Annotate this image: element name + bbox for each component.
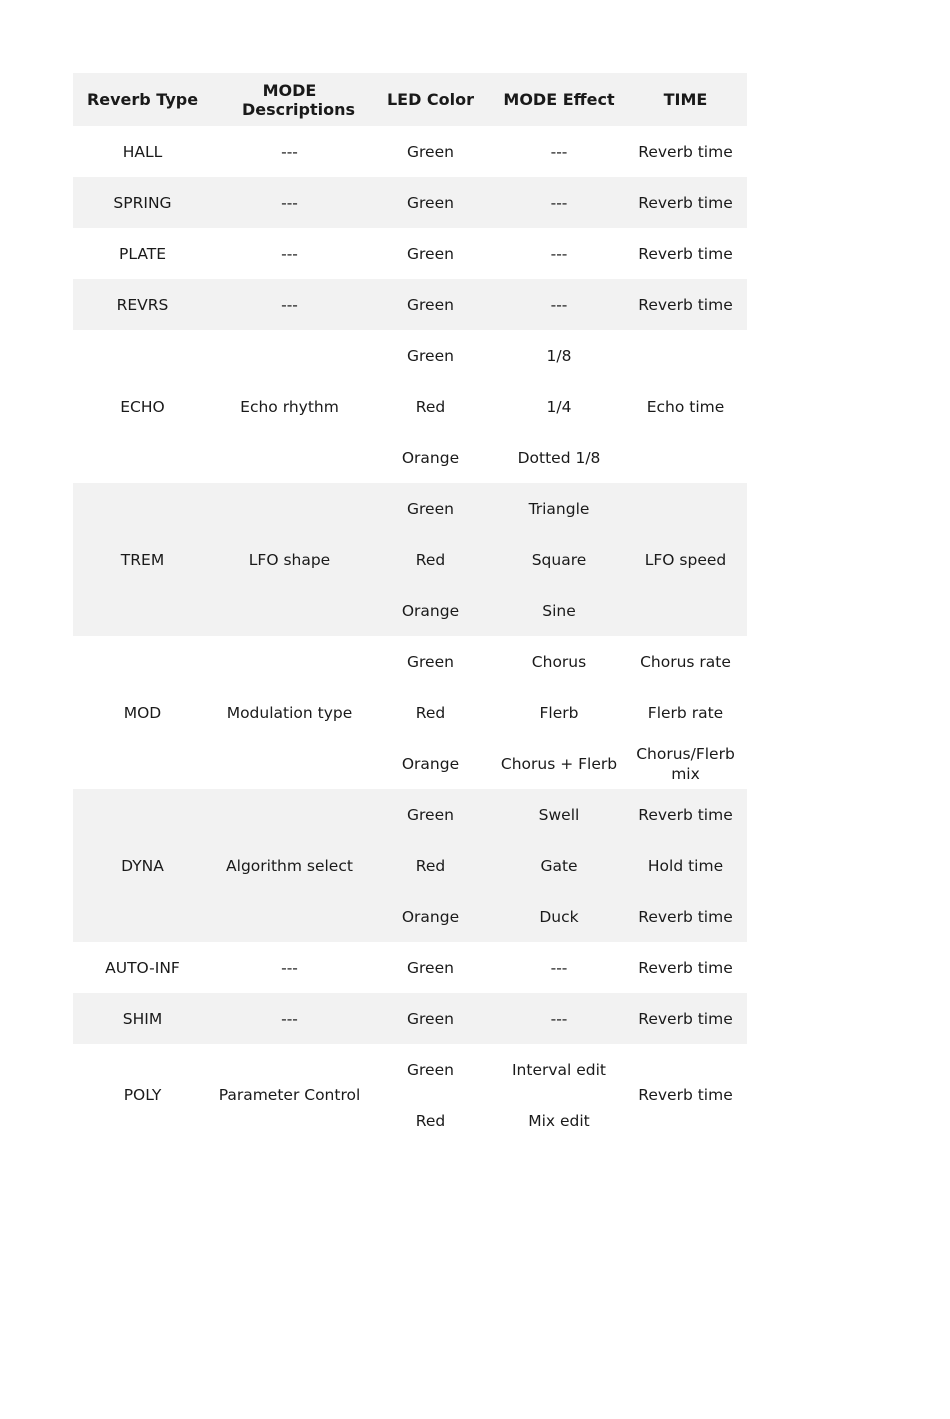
mode-description-cell: Modulation type xyxy=(226,703,353,722)
time-cell: Reverb time xyxy=(624,789,747,840)
led-color-cell: Orange xyxy=(367,585,494,636)
reverb-type-cell: AUTO-INF xyxy=(105,958,180,977)
mode-effect-cell: Sine xyxy=(494,585,624,636)
led-color-cell: Orange xyxy=(401,448,460,467)
led-color-cell: Red xyxy=(415,1111,446,1130)
led-color-cell: Green xyxy=(407,346,454,365)
mode-effect-cell: Square xyxy=(494,534,624,585)
table-row-plate xyxy=(73,228,747,279)
table-row-dyna xyxy=(73,789,747,840)
header-reverb-type: Reverb Type xyxy=(73,73,212,126)
header-led-color: LED Color xyxy=(367,73,494,126)
led-color-cell: Red xyxy=(415,397,446,416)
header-time: TIME xyxy=(624,73,747,126)
table-row-spring xyxy=(73,177,747,228)
led-color-cell: Green xyxy=(367,789,494,840)
mode-effect-cell: --- xyxy=(494,279,624,330)
led-color-cell: Red xyxy=(367,534,494,585)
mode-description-cell: --- xyxy=(281,244,298,263)
led-color-cell: Green xyxy=(367,483,494,534)
mode-effect-cell: Duck xyxy=(494,891,624,942)
led-color-cell: Green xyxy=(407,244,454,263)
header-mode-descriptions: MODE Descriptions xyxy=(212,73,367,126)
mode-effect-cell: Swell xyxy=(494,789,624,840)
mode-effect-cell: --- xyxy=(494,177,624,228)
time-cell: Flerb rate xyxy=(647,703,724,722)
time-cell: Chorus rate xyxy=(640,652,731,671)
mode-effect-cell: 1/4 xyxy=(546,397,572,416)
reverb-type-cell: ECHO xyxy=(120,397,165,416)
reverb-type-cell: SHIM xyxy=(73,993,212,1044)
mode-effect-cell: --- xyxy=(494,993,624,1044)
table-row-hall xyxy=(73,126,747,177)
mode-description-cell: Echo rhythm xyxy=(240,397,339,416)
mode-effect-cell: --- xyxy=(550,142,568,161)
reverb-type-cell: PLATE xyxy=(119,244,166,263)
reverb-mode-table xyxy=(73,73,747,1146)
led-color-cell: Green xyxy=(407,652,454,671)
time-cell: Reverb time xyxy=(624,993,747,1044)
reverb-type-cell: SPRING xyxy=(73,177,212,228)
time-cell: Chorus/Flerb mix xyxy=(636,744,735,783)
time-cell: Reverb time xyxy=(638,1086,733,1104)
table-row-poly xyxy=(73,1044,747,1095)
time-cell: Hold time xyxy=(624,840,747,891)
mode-effect-cell: 1/8 xyxy=(546,346,572,365)
mode-description-cell: LFO shape xyxy=(212,483,367,636)
time-cell: Reverb time xyxy=(638,958,733,977)
reverb-type-cell: HALL xyxy=(122,142,163,161)
mode-effect-cell: Mix edit xyxy=(528,1111,590,1130)
mode-effect-cell: Triangle xyxy=(494,483,624,534)
led-color-cell: Green xyxy=(367,993,494,1044)
led-color-cell: Orange xyxy=(367,891,494,942)
led-color-cell: Green xyxy=(407,958,454,977)
table-header-row xyxy=(73,73,747,126)
time-cell: Reverb time xyxy=(638,142,733,161)
table-row-trem xyxy=(73,483,747,534)
mode-description-cell: --- xyxy=(281,142,298,161)
mode-effect-cell: Interval edit xyxy=(511,1060,607,1079)
led-color-cell: Orange xyxy=(401,754,460,773)
header-mode-effect: MODE Effect xyxy=(494,73,624,126)
time-cell: LFO speed xyxy=(624,483,747,636)
led-color-cell: Green xyxy=(407,142,454,161)
mode-effect-cell: Chorus xyxy=(531,652,587,671)
reverb-type-cell: DYNA xyxy=(73,789,212,942)
mode-description-cell: Algorithm select xyxy=(212,789,367,942)
mode-description-cell: --- xyxy=(212,993,367,1044)
led-color-cell: Green xyxy=(407,1060,454,1079)
led-color-cell: Red xyxy=(367,840,494,891)
led-color-cell: Red xyxy=(415,703,446,722)
mode-effect-cell: Dotted 1/8 xyxy=(517,448,601,467)
mode-effect-cell: Flerb xyxy=(539,703,579,722)
mode-description-cell: --- xyxy=(212,279,367,330)
reverb-type-cell: POLY xyxy=(123,1086,162,1104)
mode-effect-cell: --- xyxy=(550,244,568,263)
mode-effect-cell: --- xyxy=(550,958,568,977)
time-cell: Reverb time xyxy=(638,244,733,263)
table-row-auto-inf xyxy=(73,942,747,993)
table-row-echo xyxy=(73,330,747,381)
mode-description-cell: --- xyxy=(212,177,367,228)
table-row-mod xyxy=(73,636,747,687)
led-color-cell: Green xyxy=(367,177,494,228)
mode-effect-cell: Chorus + Flerb xyxy=(500,754,618,773)
mode-description-cell: --- xyxy=(281,958,298,977)
mode-description-cell: Parameter Control xyxy=(218,1086,361,1104)
reverb-type-cell: REVRS xyxy=(73,279,212,330)
time-cell: Reverb time xyxy=(624,891,747,942)
reverb-type-cell: TREM xyxy=(73,483,212,636)
led-color-cell: Green xyxy=(367,279,494,330)
table-row-revrs xyxy=(73,279,747,330)
table-row-shim xyxy=(73,993,747,1044)
time-cell: Reverb time xyxy=(624,279,747,330)
mode-effect-cell: Gate xyxy=(494,840,624,891)
time-cell: Reverb time xyxy=(624,177,747,228)
time-cell: Echo time xyxy=(646,397,725,416)
reverb-type-cell: MOD xyxy=(123,703,162,722)
